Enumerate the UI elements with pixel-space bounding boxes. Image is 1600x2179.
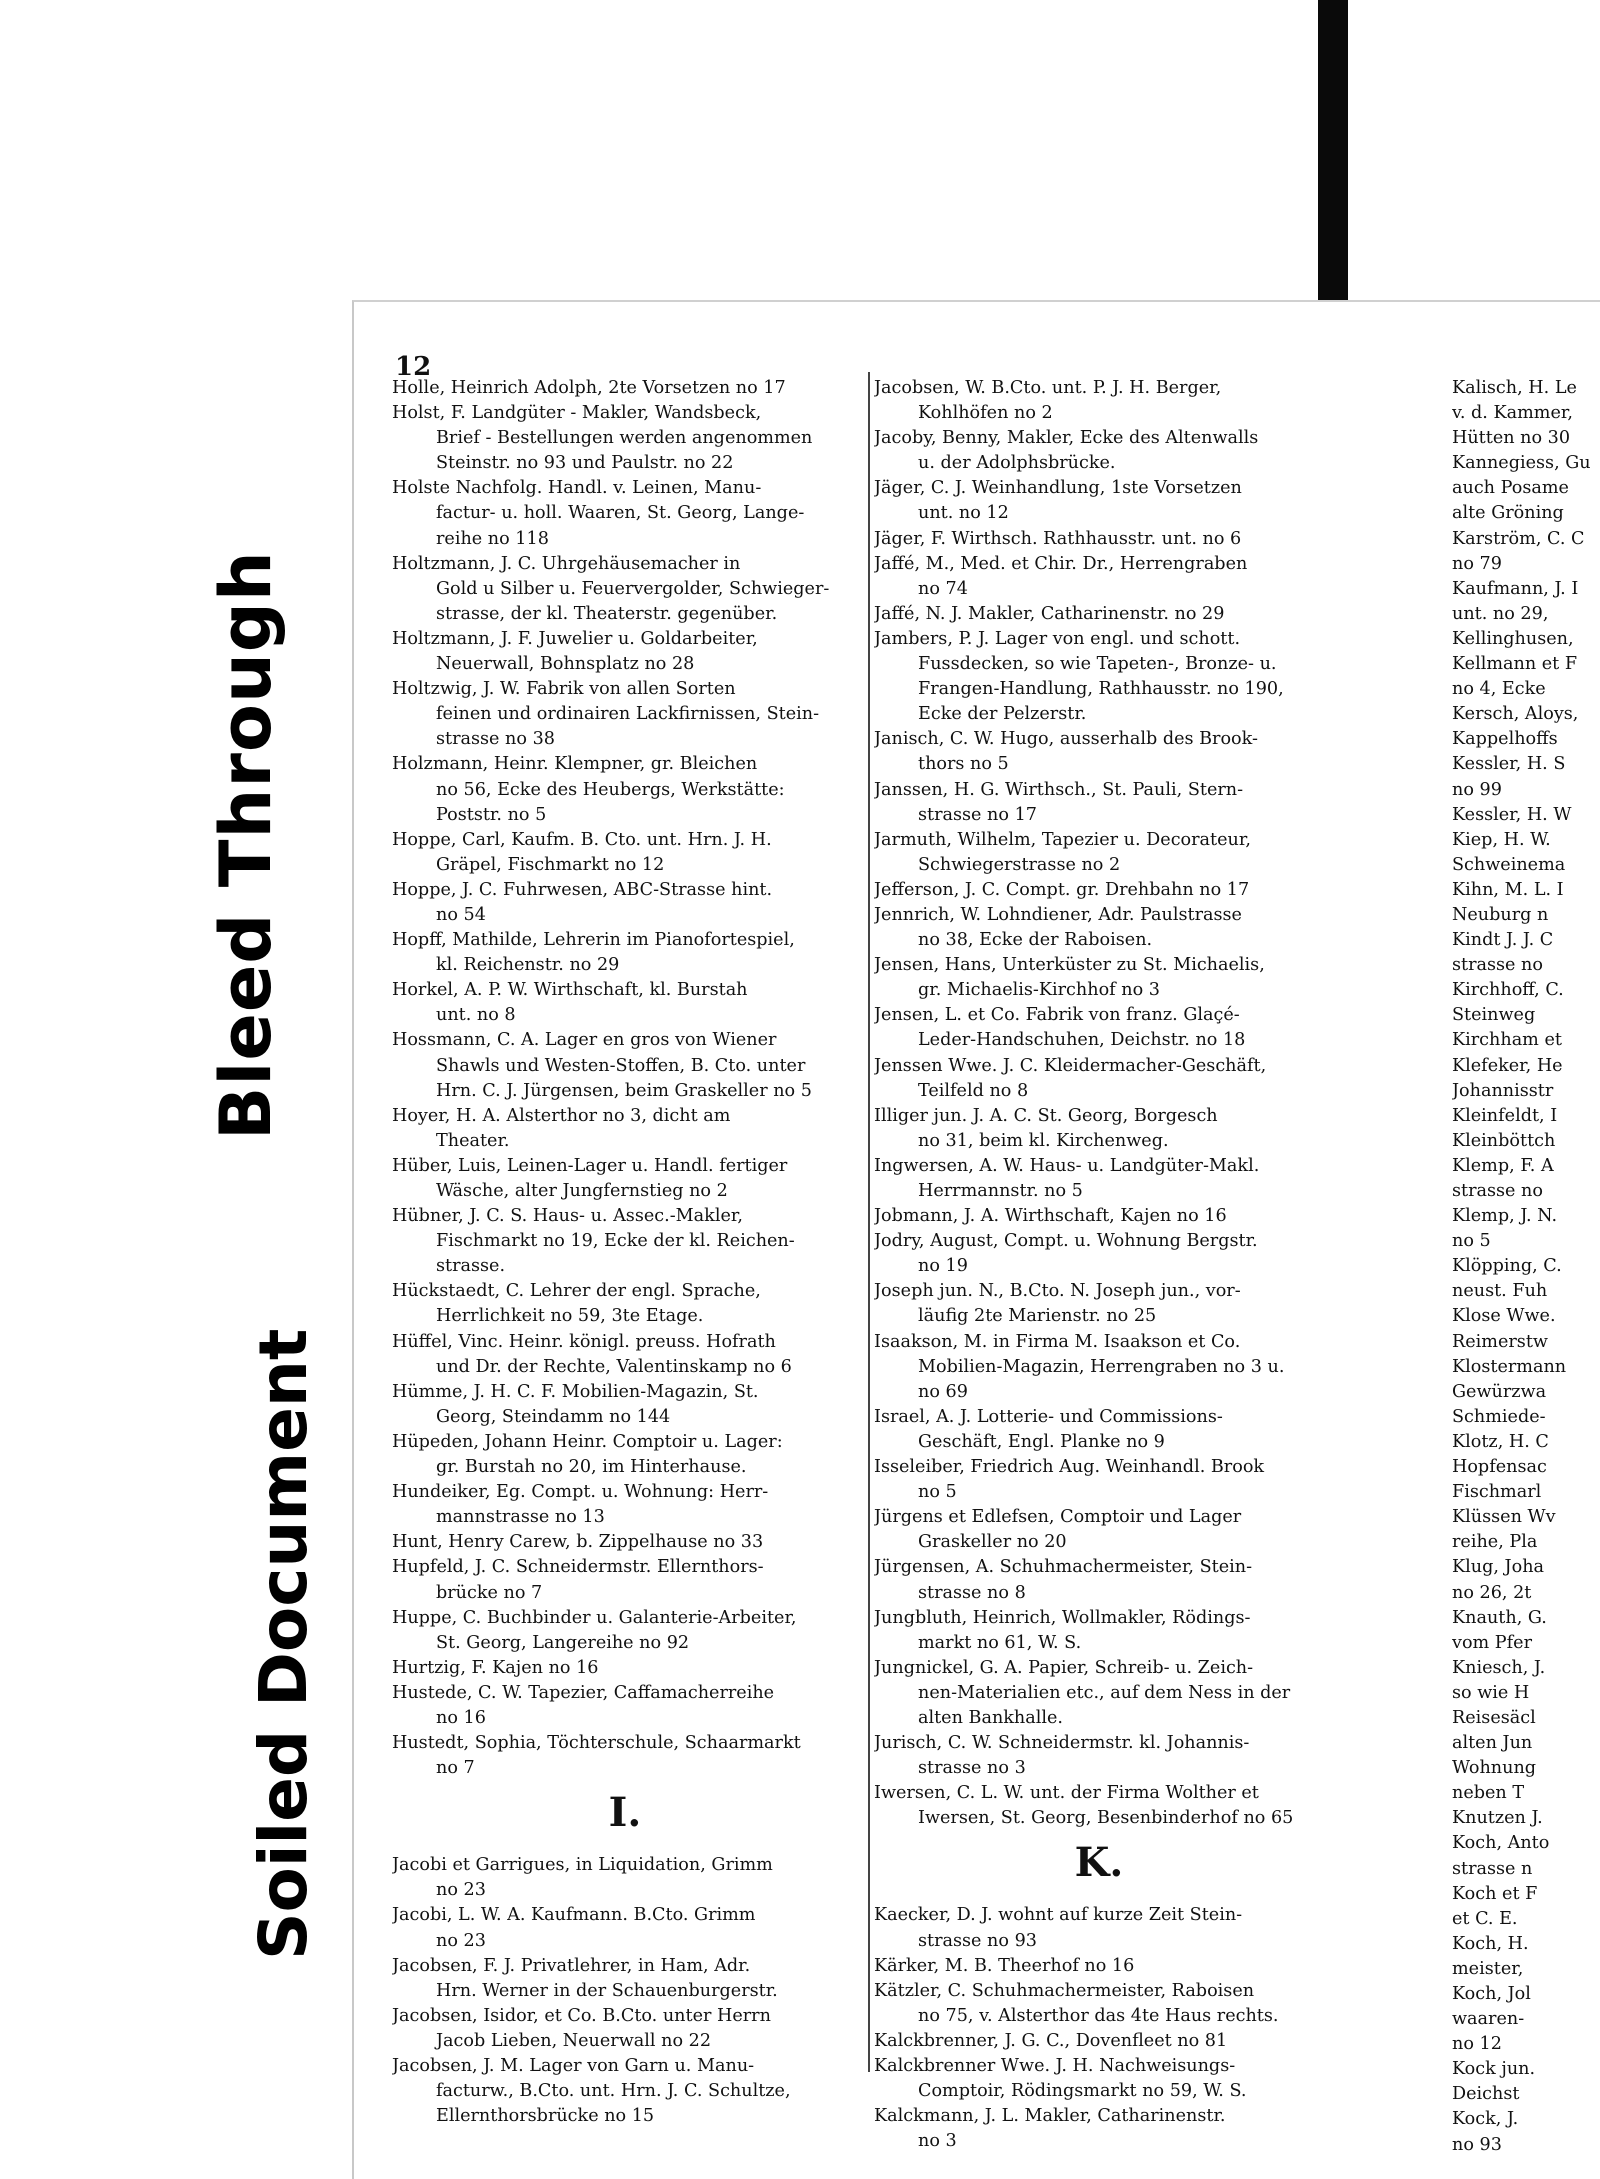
directory-entry — [874, 1054, 1324, 1104]
entry-continuation-line: unt. no 8 — [436, 1005, 516, 1026]
directory-entry — [392, 2004, 858, 2054]
entry-continuation-line: gr. Burstah no 20, im Hinterhause. — [436, 1457, 747, 1478]
directory-entry — [392, 552, 858, 627]
fragment-line: Knauth, G. — [1452, 1607, 1547, 1628]
entry-name-line: Jürgens et Edlefsen, Comptoir und Lager — [874, 1507, 1242, 1528]
fragment-line: unt. no 29, — [1452, 603, 1549, 624]
directory-entry — [392, 978, 858, 1028]
entry-name-line: Jurisch, C. W. Schneidermstr. kl. Johannis- — [874, 1733, 1250, 1754]
fragment-line: Koch, Jol — [1452, 1984, 1531, 2004]
directory-entry — [392, 1204, 858, 1279]
directory-entry — [874, 426, 1324, 476]
entry-continuation-line: Herrmannstr. no 5 — [918, 1181, 1083, 1201]
entry-continuation-line: Ellernthorsbrücke no 15 — [436, 2106, 655, 2127]
directory-entry — [874, 1330, 1324, 1405]
entry-name-line: Hoppe, Carl, Kaufm. B. Cto. unt. Hrn. J. H. — [392, 829, 772, 850]
directory-entry — [392, 1330, 858, 1380]
entry-name-line: Jobmann, J. A. Wirthschaft, Kajen no 16 — [874, 1206, 1227, 1227]
entry-continuation-line: Herrlichkeit no 59, 3te Etage. — [436, 1306, 704, 1327]
entry-continuation-line: facturw., B.Cto. unt. Hrn. J. C. Schultze, — [436, 2081, 791, 2102]
entry-name-line: Jambers, P. J. Lager von engl. und schott. — [874, 628, 1241, 649]
entry-continuation-line: Hrn. Werner in der Schauenburgerstr. — [436, 1980, 778, 2001]
fragment-line: Kleinfeldt, I — [1452, 1105, 1558, 1126]
fragment-line: so wie H — [1452, 1682, 1530, 1703]
directory-entry — [874, 1731, 1324, 1781]
entry-continuation-line: no 5 — [918, 1482, 957, 1503]
directory-entry — [392, 476, 858, 551]
entry-name-line: Jungnickel, G. A. Papier, Schreib- u. Zeich- — [874, 1657, 1254, 1678]
entry-name-line: Kaecker, D. J. wohnt auf kurze Zeit Stein- — [874, 1905, 1243, 1926]
entry-continuation-line: Hrn. C. J. Jürgensen, beim Graskeller no 5 — [436, 1080, 812, 1101]
entry-continuation-line: läufig 2te Marienstr. no 25 — [918, 1306, 1157, 1327]
entry-name-line: Holzmann, Heinr. Klempner, gr. Bleichen — [392, 754, 758, 775]
directory-entry — [392, 752, 858, 827]
directory-entry — [392, 1954, 858, 2004]
entry-name-line: Kärker, M. B. Theerhof no 16 — [874, 1955, 1135, 1976]
entry-continuation-line: und Dr. der Rechte, Valentinskamp no 6 — [436, 1356, 792, 1377]
entry-name-line: Holst, F. Landgüter - Makler, Wandsbeck, — [392, 403, 762, 424]
entry-continuation-line: no 3 — [918, 2131, 957, 2152]
fragment-line: vom Pfer — [1452, 1632, 1532, 1653]
fragment-line: no 93 — [1452, 2134, 1502, 2155]
directory-entry — [392, 1154, 858, 1204]
entry-continuation-line: no 56, Ecke des Heubergs, Werkstätte: — [436, 779, 785, 800]
entry-name-line: Hümme, J. H. C. F. Mobilien-Magazin, St. — [392, 1381, 759, 1402]
directory-entry — [392, 1279, 858, 1329]
entry-continuation-line: no 16 — [436, 1707, 486, 1728]
entry-name-line: Jenssen Wwe. J. C. Kleidermacher-Geschäft, — [874, 1055, 1267, 1076]
entry-continuation-line: Frangen-Handlung, Rathhausstr. no 190, — [918, 679, 1284, 700]
entry-name-line: Kalckmann, J. L. Makler, Catharinenstr. — [874, 2106, 1226, 2127]
directory-entry — [874, 476, 1324, 526]
entry-name-line: Hoyer, H. A. Alsterthor no 3, dicht am — [392, 1105, 731, 1126]
directory-entry — [874, 1455, 1324, 1505]
directory-entry — [874, 1154, 1324, 1204]
entry-continuation-line: Neuerwall, Bohnsplatz no 28 — [436, 654, 695, 675]
directory-entry — [874, 1903, 1324, 1953]
entry-name-line: Hückstaedt, C. Lehrer der engl. Sprache, — [392, 1281, 761, 1302]
fragment-line: alte Gröning — [1452, 503, 1564, 524]
directory-entry — [392, 1555, 858, 1605]
entry-name-line: Jaffé, M., Med. et Chir. Dr., Herrengraben — [874, 553, 1248, 574]
entry-continuation-line: Leder-Handschuhen, Deichstr. no 18 — [918, 1030, 1246, 1051]
directory-entry — [392, 376, 858, 401]
fragment-line: meister, — [1452, 1958, 1524, 1979]
directory-entry — [874, 727, 1324, 777]
entry-continuation-line: Jacob Lieben, Neuerwall no 22 — [436, 2030, 712, 2051]
entry-name-line: Horkel, A. P. W. Wirthschaft, kl. Burstah — [392, 980, 748, 1001]
entry-name-line: Ingwersen, A. W. Haus- u. Landgüter-Makl. — [874, 1155, 1260, 1176]
directory-entry — [392, 1903, 858, 1953]
directory-entry — [392, 1681, 858, 1731]
entry-continuation-line: strasse no 8 — [918, 1582, 1026, 1603]
entry-continuation-line: reihe no 118 — [436, 528, 549, 549]
bleed-through-label: Bleed Through — [205, 550, 287, 1140]
directory-entry — [874, 627, 1324, 727]
fragment-line: et C. E. — [1452, 1908, 1518, 1929]
fragment-line: neben T — [1452, 1783, 1525, 1804]
fragment-line: strasse n — [1452, 1858, 1533, 1879]
directory-entry — [392, 401, 858, 476]
directory-entry — [874, 1555, 1324, 1605]
entry-name-line: Hupfeld, J. C. Schneidermstr. Ellernthors- — [392, 1557, 764, 1578]
directory-entry — [392, 627, 858, 677]
fragment-line: Schmiede- — [1452, 1406, 1546, 1427]
entry-continuation-line: Georg, Steindamm no 144 — [436, 1406, 671, 1427]
entry-name-line: Jungbluth, Heinrich, Wollmakler, Rödings- — [874, 1607, 1251, 1628]
entry-name-line: Holtzwig, J. W. Fabrik von allen Sorten — [392, 679, 736, 700]
entry-continuation-line: Steinstr. no 93 und Paulstr. no 22 — [436, 453, 734, 474]
fragment-line: no 26, 2t — [1452, 1582, 1532, 1603]
entry-continuation-line: u. der Adolphsbrücke. — [918, 453, 1116, 474]
fragment-line: Koch, H. — [1452, 1933, 1529, 1954]
fragment-line: Kellmann et F — [1452, 654, 1578, 675]
entry-continuation-line: Iwersen, St. Georg, Besenbinderhof no 65 — [918, 1808, 1294, 1829]
entry-continuation-line: thors no 5 — [918, 754, 1009, 775]
entry-continuation-line: no 7 — [436, 1758, 475, 1779]
entry-name-line: Hustedt, Sophia, Töchterschule, Schaarmarkt — [392, 1733, 801, 1754]
entry-continuation-line: Geschäft, Engl. Planke no 9 — [918, 1431, 1165, 1452]
directory-entry — [874, 1606, 1324, 1656]
entry-name-line: Kalckbrenner, J. G. C., Dovenfleet no 81 — [874, 2030, 1228, 2051]
entry-continuation-line: St. Georg, Langereihe no 92 — [436, 1632, 690, 1653]
entry-continuation-line: Graskeller no 20 — [918, 1532, 1067, 1553]
entry-name-line: Hurtzig, F. Kajen no 16 — [392, 1657, 599, 1678]
fragment-line: Gewürzwa — [1452, 1381, 1547, 1402]
entry-name-line: Hopff, Mathilde, Lehrerin im Pianofortespiel, — [392, 930, 795, 951]
directory-entry — [392, 2054, 858, 2129]
fragment-line: Kappelhoffs — [1452, 729, 1558, 750]
fragment-line: Kniesch, J. — [1452, 1657, 1546, 1678]
directory-entry — [392, 1731, 858, 1781]
directory-entry — [874, 602, 1324, 627]
entry-name-line: Israel, A. J. Lotterie- und Commissions- — [874, 1406, 1223, 1427]
fragment-line: Kirchham et — [1452, 1030, 1562, 1051]
entry-continuation-line: strasse no 17 — [918, 804, 1037, 825]
entry-continuation-line: Ecke der Pelzerstr. — [918, 704, 1087, 725]
entry-continuation-line: Wäsche, alter Jungfernstieg no 2 — [436, 1181, 728, 1201]
entry-continuation-line: no 38, Ecke der Raboisen. — [918, 930, 1153, 951]
fragment-line: Schweinema — [1452, 854, 1566, 875]
entry-continuation-line: Gräpel, Fischmarkt no 12 — [436, 854, 665, 875]
entry-continuation-line: Fussdecken, so wie Tapeten-, Bronze- u. — [918, 654, 1277, 675]
entry-name-line: Hunt, Henry Carew, b. Zippelhause no 33 — [392, 1532, 764, 1553]
fragment-line: Karström, C. C — [1452, 528, 1585, 549]
entry-continuation-line: mannstrasse no 13 — [436, 1507, 605, 1528]
entry-name-line: Jacobsen, W. B.Cto. unt. P. J. H. Berger, — [874, 378, 1222, 398]
entry-name-line: Kalckbrenner Wwe. J. H. Nachweisungs- — [874, 2056, 1236, 2076]
entry-continuation-line: nen-Materialien etc., auf dem Ness in der — [918, 1682, 1291, 1703]
fragment-line: Knutzen J. — [1452, 1808, 1543, 1829]
entry-name-line: Isaakson, M. in Firma M. Isaakson et Co. — [874, 1331, 1241, 1352]
entry-continuation-line: no 23 — [436, 1880, 486, 1901]
entry-continuation-line: strasse no 3 — [918, 1758, 1026, 1779]
entry-name-line: Isseleiber, Friedrich Aug. Weinhandl. Brook — [874, 1457, 1265, 1478]
directory-entry — [874, 376, 1324, 426]
entry-continuation-line: no 74 — [918, 578, 968, 599]
fragment-line: Fischmarl — [1452, 1482, 1542, 1503]
directory-entry — [392, 1656, 858, 1681]
fragment-line: Reisesäcl — [1452, 1707, 1536, 1728]
entry-name-line: Jacoby, Benny, Makler, Ecke des Altenwalls — [874, 428, 1259, 449]
directory-entry — [874, 1505, 1324, 1555]
entry-continuation-line: no 31, beim kl. Kirchenweg. — [918, 1130, 1169, 1151]
entry-name-line: Hüpeden, Johann Heinr. Comptoir u. Lager: — [392, 1431, 783, 1452]
scan-dark-band — [1318, 0, 1348, 340]
entry-continuation-line: Kohlhöfen no 2 — [918, 403, 1053, 424]
fragment-line: Koch et F — [1452, 1883, 1538, 1904]
entry-continuation-line: no 19 — [918, 1256, 968, 1277]
entry-continuation-line: brücke no 7 — [436, 1582, 543, 1603]
entry-name-line: Jacobsen, F. J. Privatlehrer, in Ham, Adr. — [392, 1955, 751, 1976]
fragment-line: Klefeker, He — [1452, 1055, 1563, 1076]
fragment-line: Klostermann — [1452, 1356, 1567, 1377]
entry-name-line: Joseph jun. N., B.Cto. N. Joseph jun., vor- — [874, 1281, 1241, 1302]
entry-continuation-line: feinen und ordinairen Lackfirnissen, Stein- — [436, 704, 820, 725]
entry-continuation-line: Gold u Silber u. Feuervergolder, Schwieger- — [436, 578, 830, 599]
directory-entry — [874, 778, 1324, 828]
entry-continuation-line: Teilfeld no 8 — [918, 1080, 1029, 1101]
fragment-line: Deichst — [1452, 2084, 1520, 2105]
directory-entry — [874, 1781, 1324, 1831]
entry-name-line: Jaffé, N. J. Makler, Catharinenstr. no 29 — [874, 603, 1225, 624]
fragment-line: Kihn, M. L. I — [1452, 879, 1564, 900]
directory-entry — [874, 1405, 1324, 1455]
fragment-line: Klöpping, C. — [1452, 1256, 1562, 1277]
directory-entry — [392, 928, 858, 978]
entry-continuation-line: alten Bankhalle. — [918, 1707, 1064, 1728]
fragment-line: Wohnung — [1452, 1758, 1537, 1779]
directory-entry — [392, 1380, 858, 1430]
fragment-line: no 5 — [1452, 1231, 1491, 1252]
page-number: 12 — [395, 352, 432, 382]
fragment-line: no 79 — [1452, 553, 1502, 574]
entry-name-line: Hustede, C. W. Tapezier, Caffamacherreihe — [392, 1682, 775, 1703]
entry-name-line: Janisch, C. W. Hugo, ausserhalb des Brook- — [874, 729, 1258, 750]
fragment-line: Kannegiess, Gu — [1452, 453, 1591, 474]
directory-entry — [392, 1853, 858, 1903]
fragment-line: reihe, Pla — [1452, 1532, 1538, 1553]
directory-entry — [874, 1979, 1324, 2029]
entry-name-line: Jennrich, W. Lohndiener, Adr. Paulstrasse — [874, 904, 1242, 925]
fragment-line: Kirchhoff, C. — [1452, 980, 1564, 1001]
directory-entry — [874, 1003, 1324, 1053]
entry-continuation-line: kl. Reichenstr. no 29 — [436, 955, 620, 976]
directory-entry — [874, 1656, 1324, 1731]
fragment-line: Kessler, H. W — [1452, 804, 1572, 825]
fragment-line: Neuburg n — [1452, 904, 1549, 925]
entry-name-line: Hüber, Luis, Leinen-Lager u. Handl. fertiger — [392, 1155, 788, 1176]
directory-entry — [874, 828, 1324, 878]
entry-name-line: Janssen, H. G. Wirthsch., St. Pauli, Stern- — [874, 779, 1244, 800]
entry-name-line: Huppe, C. Buchbinder u. Galanterie-Arbeiter, — [392, 1607, 797, 1628]
directory-entry — [392, 1530, 858, 1555]
entry-name-line: Jäger, F. Wirthsch. Rathhausstr. unt. no 6 — [874, 528, 1242, 549]
entry-name-line: Holtzmann, J. F. Juwelier u. Goldarbeiter, — [392, 628, 758, 649]
fragment-line: Kellinghusen, — [1452, 628, 1574, 649]
entry-continuation-line: factur- u. holl. Waaren, St. Georg, Lange- — [436, 503, 805, 524]
entry-name-line: Jensen, L. et Co. Fabrik von franz. Glaçé- — [874, 1005, 1240, 1026]
directory-entry — [392, 1430, 858, 1480]
entry-continuation-line: Theater. — [436, 1130, 510, 1151]
directory-entry — [874, 2054, 1324, 2104]
directory-entry — [874, 2104, 1324, 2154]
section-letter: I. — [608, 1789, 642, 1837]
fragment-line: alten Jun — [1452, 1733, 1533, 1754]
section-letter: K. — [1074, 1839, 1124, 1887]
fragment-line: strasse no — [1452, 955, 1543, 976]
fragment-line: Hopfensac — [1452, 1457, 1547, 1478]
entry-name-line: Jacobsen, Isidor, et Co. B.Cto. unter Herrn — [392, 2005, 771, 2026]
directory-entry — [874, 903, 1324, 953]
entry-continuation-line: strasse no 38 — [436, 729, 555, 750]
directory-entry — [874, 1279, 1324, 1329]
fragment-line: Kindt J. J. C — [1452, 930, 1554, 951]
entry-continuation-line: Fischmarkt no 19, Ecke der kl. Reichen- — [436, 1231, 795, 1252]
soiled-document-label: Soiled Document — [245, 1328, 322, 1960]
entry-continuation-line: unt. no 12 — [918, 503, 1009, 524]
fragment-line: Kersch, Aloys, — [1452, 704, 1579, 725]
fragment-line: Kessler, H. S — [1452, 754, 1566, 775]
column-middle — [860, 376, 1324, 2154]
entry-continuation-line: gr. Michaelis-Kirchhof no 3 — [918, 980, 1160, 1001]
entry-continuation-line: strasse. — [436, 1256, 506, 1277]
fragment-line: no 4, Ecke — [1452, 679, 1546, 700]
entry-name-line: Hossmann, C. A. Lager en gros von Wiener — [392, 1030, 777, 1051]
fragment-line: Kock jun. — [1452, 2059, 1536, 2080]
directory-entry — [392, 1606, 858, 1656]
entry-continuation-line: no 54 — [436, 904, 486, 925]
entry-continuation-line: Comptoir, Rödingsmarkt no 59, W. S. — [918, 2081, 1247, 2102]
entry-continuation-line: Mobilien-Magazin, Herrengraben no 3 u. — [918, 1356, 1285, 1377]
entry-name-line: Holste Nachfolg. Handl. v. Leinen, Manu- — [392, 478, 762, 499]
entry-name-line: Jacobi, L. W. A. Kaufmann. B.Cto. Grimm — [392, 1905, 756, 1926]
entry-continuation-line: no 75, v. Alsterthor das 4te Haus rechts. — [918, 2005, 1279, 2026]
fragment-line: Steinweg — [1452, 1005, 1536, 1026]
entry-name-line: Jensen, Hans, Unterküster zu St. Michaelis, — [874, 955, 1265, 976]
directory-entry — [874, 527, 1324, 552]
entry-name-line: Jacobsen, J. M. Lager von Garn u. Manu- — [392, 2056, 755, 2076]
directory-entry — [874, 1954, 1324, 1979]
entry-name-line: Illiger jun. J. A. C. St. Georg, Borgesch — [874, 1105, 1218, 1126]
fragment-line: Johannisstr — [1452, 1080, 1554, 1101]
fragment-line: auch Posame — [1452, 478, 1569, 499]
column-left — [392, 376, 858, 2129]
directory-entry — [874, 2029, 1324, 2054]
directory-entry — [874, 552, 1324, 602]
fragment-line: Klug, Joha — [1452, 1557, 1545, 1578]
directory-entry — [392, 828, 858, 878]
fragment-line: Reimerstw — [1452, 1331, 1548, 1352]
fragment-line: no 12 — [1452, 2034, 1502, 2055]
entry-name-line: Hundeiker, Eg. Compt. u. Wohnung: Herr- — [392, 1482, 769, 1503]
fragment-line: Klüssen Wv — [1452, 1507, 1556, 1528]
entry-name-line: Holle, Heinrich Adolph, 2te Vorsetzen no 17 — [392, 378, 786, 398]
fragment-line: Klemp, J. N. — [1452, 1206, 1558, 1227]
entry-name-line: Kätzler, C. Schuhmachermeister, Raboisen — [874, 1980, 1255, 2001]
entry-name-line: Jarmuth, Wilhelm, Tapezier u. Decorateur, — [874, 829, 1251, 850]
entry-continuation-line: Schwiegerstrasse no 2 — [918, 854, 1121, 875]
fragment-line: neust. Fuh — [1452, 1281, 1548, 1302]
fragment-line: no 99 — [1452, 779, 1502, 800]
entry-name-line: Hübner, J. C. S. Haus- u. Assec.-Makler, — [392, 1206, 743, 1227]
entry-name-line: Jürgensen, A. Schuhmachermeister, Stein- — [874, 1557, 1253, 1578]
entry-continuation-line: Brief - Bestellungen werden angenommen — [436, 428, 813, 449]
entry-name-line: Iwersen, C. L. W. unt. der Firma Wolther et — [874, 1783, 1259, 1804]
directory-entry — [874, 878, 1324, 903]
entry-continuation-line: strasse, der kl. Theaterstr. gegenüber. — [436, 603, 778, 624]
directory-entry — [874, 1104, 1324, 1154]
fragment-line: Koch, Anto — [1452, 1833, 1550, 1854]
fragment-line: Kalisch, H. Le — [1452, 378, 1577, 398]
fragment-line: Kaufmann, J. I — [1452, 578, 1579, 599]
fragment-line: waaren- — [1452, 2009, 1525, 2030]
entry-name-line: Jacobi et Garrigues, in Liquidation, Grimm — [392, 1855, 773, 1876]
directory-entry — [874, 953, 1324, 1003]
directory-entry — [392, 677, 858, 752]
directory-entry — [392, 1480, 858, 1530]
fragment-line: Kiep, H. W. — [1452, 829, 1551, 850]
directory-entry — [874, 1204, 1324, 1229]
fragment-line: Klose Wwe. — [1452, 1306, 1556, 1327]
entry-name-line: Holtzmann, J. C. Uhrgehäusemacher in — [392, 553, 741, 574]
column-right-fragment — [1452, 376, 1600, 2158]
entry-continuation-line: no 23 — [436, 1930, 486, 1951]
fragment-line: strasse no — [1452, 1181, 1543, 1201]
directory-entry — [874, 1229, 1324, 1279]
directory-entry — [392, 1028, 858, 1103]
fragment-line: Klotz, H. C — [1452, 1431, 1549, 1452]
entry-name-line: Hoppe, J. C. Fuhrwesen, ABC-Strasse hint. — [392, 879, 773, 900]
entry-name-line: Hüffel, Vinc. Heinr. königl. preuss. Hofrath — [392, 1331, 776, 1352]
directory-entry — [392, 1104, 858, 1154]
entry-continuation-line: markt no 61, W. S. — [918, 1632, 1082, 1653]
fragment-line: Kleinböttch — [1452, 1130, 1556, 1151]
entry-continuation-line: Shawls und Westen-Stoffen, B. Cto. unter — [436, 1055, 806, 1076]
entry-name-line: Jäger, C. J. Weinhandlung, 1ste Vorsetzen — [874, 478, 1242, 499]
directory-entry — [392, 878, 858, 928]
entry-continuation-line: strasse no 93 — [918, 1930, 1037, 1951]
fragment-line: Hütten no 30 — [1452, 428, 1571, 449]
entry-continuation-line: no 69 — [918, 1381, 968, 1402]
fragment-line: v. d. Kammer, — [1452, 403, 1573, 424]
entry-name-line: Jefferson, J. C. Compt. gr. Drehbahn no 17 — [874, 879, 1250, 900]
fragment-line: Kock, J. — [1452, 2109, 1519, 2130]
entry-name-line: Jodry, August, Compt. u. Wohnung Bergstr. — [874, 1231, 1258, 1252]
entry-continuation-line: Poststr. no 5 — [436, 804, 547, 825]
fragment-line: Klemp, F. A — [1452, 1155, 1554, 1176]
